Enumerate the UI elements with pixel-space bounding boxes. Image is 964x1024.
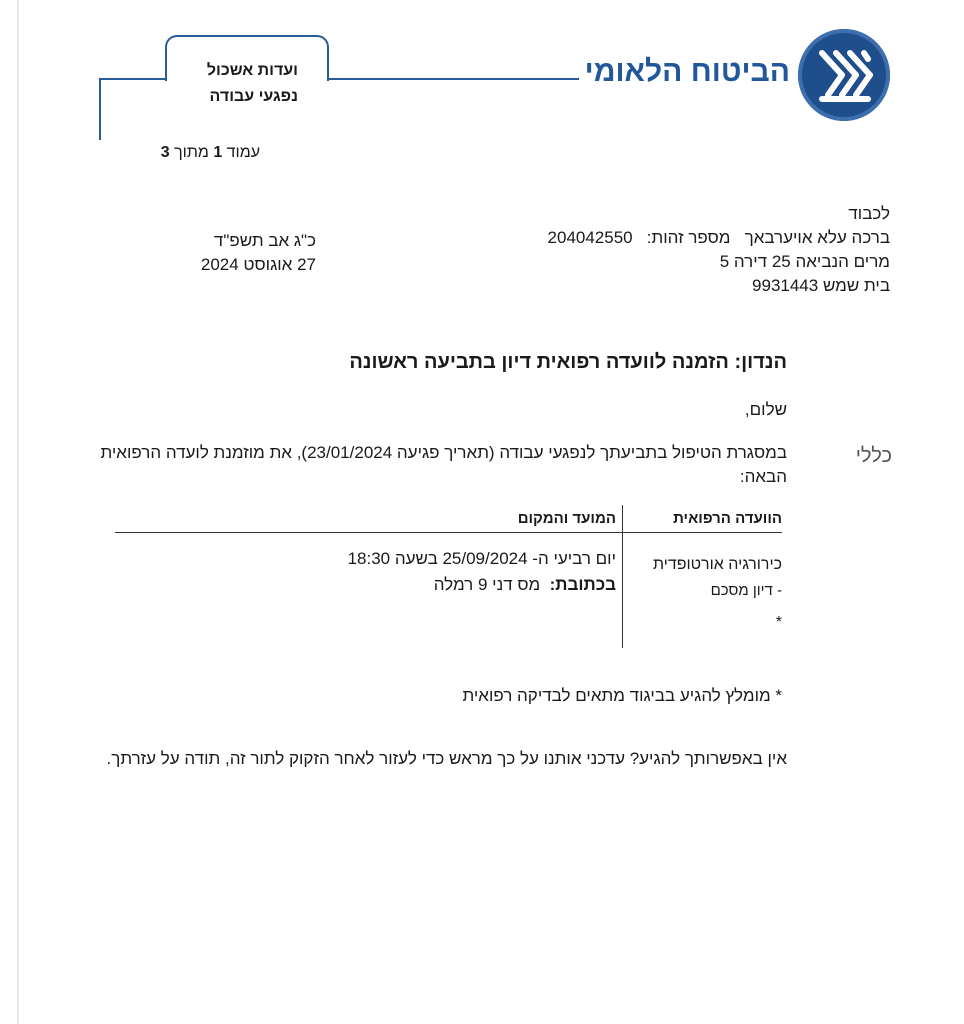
- table-header-schedule: המועד והמקום: [517, 510, 616, 527]
- table-column-divider: [622, 505, 623, 648]
- recipient-name-line: [480, 226, 890, 250]
- dress-note: * מומלץ להגיע בביגוד מתאים לבדיקה רפואית: [462, 686, 782, 705]
- page-prefix: עמוד: [226, 144, 260, 161]
- committee-star: *: [775, 614, 782, 631]
- address-value: מס דני 9 רמלה: [433, 575, 541, 594]
- recipient-name: ברכה עלא אויערבאך: [744, 228, 890, 247]
- committee-title-line1: ועדות אשכול: [206, 62, 298, 79]
- id-label: מספר זהות:: [646, 228, 731, 247]
- recipient-street: מרים הנביאה 25 דירה 5: [719, 252, 890, 271]
- address-label: בכתובת:: [549, 575, 616, 594]
- header-rule: [327, 78, 579, 80]
- page-total: 3: [160, 144, 170, 161]
- letter-subject: הנדון: הזמנה לוועדה רפואית דיון בתביעה ראשונה: [349, 351, 787, 373]
- org-name: הביטוח הלאומי: [584, 55, 790, 88]
- recipient-city: בית שמש 9931443: [752, 276, 890, 295]
- committee-name: כירורגיה אורטופדית: [652, 556, 782, 573]
- page-current: 1: [213, 144, 223, 161]
- hebrew-date: כ"ג אב תשפ"ד: [213, 231, 316, 250]
- recipient-block: [480, 202, 890, 298]
- section-label: כללי: [855, 445, 892, 467]
- greeting: שלום,: [744, 400, 787, 419]
- table-header-committee: הוועדה הרפואית: [673, 510, 782, 527]
- schedule-address: [260, 572, 616, 598]
- committee-sub: - דיון מסכם: [710, 582, 782, 599]
- committee-title-line2: נפגעי עבודה: [209, 88, 298, 105]
- page-edge: [17, 0, 19, 1024]
- table-divider: [115, 532, 782, 533]
- recipient-salutation: לכבוד: [848, 204, 890, 223]
- header-tab-border: [99, 78, 101, 140]
- national-insurance-logo-icon: [798, 29, 890, 121]
- committee-title: [150, 58, 298, 110]
- schedule-date: יום רביעי ה- 25/09/2024 בשעה 18:30: [347, 549, 616, 568]
- intro-paragraph: במסגרת הטיפול בתביעתך לנפגעי עבודה (תאריך פגיעה 23/01/2024), את מוזמנת לועדה הרפואית הבאה:: [100, 443, 787, 486]
- gregorian-date: 27 אוגוסט 2024: [200, 255, 316, 274]
- id-number: 204042550: [547, 228, 633, 247]
- page-of: מתוך: [174, 144, 209, 161]
- letter-date: [120, 229, 316, 277]
- closing-paragraph: אין באפשרותך להגיע? עדכני אותנו על כך מראש כדי לעזור לאחר הזקוק לתור זה, תודה על עזרתך.: [106, 749, 787, 768]
- table-cell-committee: [628, 552, 782, 604]
- table-cell-schedule: [260, 546, 616, 598]
- page-counter: [120, 144, 260, 162]
